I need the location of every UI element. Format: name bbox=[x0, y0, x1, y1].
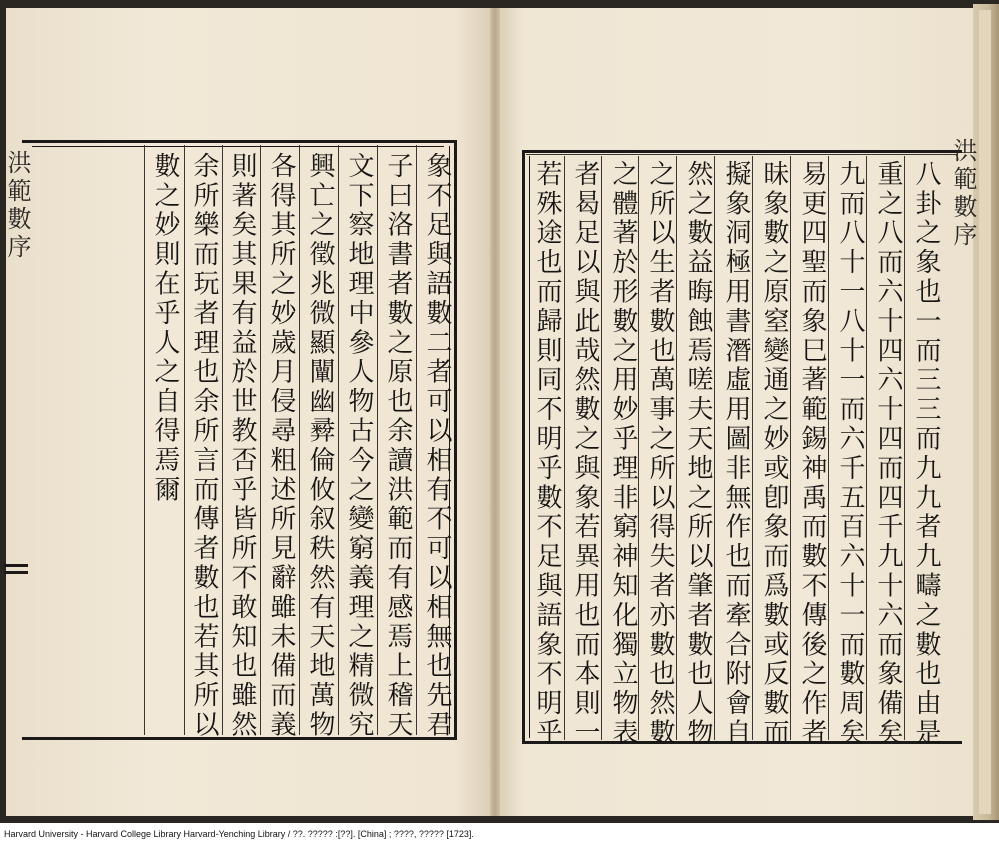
text-column: 各得其所之妙歲月侵尋粗述所見辭雖未備而義 bbox=[266, 152, 296, 740]
page-number-mark bbox=[4, 560, 28, 580]
text-column: 之體著於形數之用妙乎理非窮神知化獨立物表 bbox=[608, 160, 638, 748]
text-column: 之所以生者數也萬事之所以得失者亦數也然數 bbox=[645, 160, 675, 748]
column-rule bbox=[299, 145, 300, 735]
text-column: 余所樂而玩者理也余所言而傳者數也若其所以 bbox=[189, 152, 219, 740]
column-rule bbox=[676, 156, 677, 740]
text-column: 文下察地理中參人物古今之變窮義理之精微究 bbox=[344, 152, 374, 740]
column-rule bbox=[260, 145, 261, 735]
column-rule bbox=[338, 145, 339, 735]
text-column: 者曷足以與此哉然數之與象若異用也而本則一 bbox=[570, 160, 600, 748]
book-fold bbox=[490, 8, 500, 816]
text-column: 九而八十一八十一而六千五百六十一而數周矣 bbox=[835, 160, 865, 748]
left-margin-title: 洪範數序 bbox=[3, 150, 31, 262]
page-edge bbox=[973, 4, 999, 820]
column-rule bbox=[752, 156, 753, 740]
text-column: 興亡之徵兆微顯闡幽彛倫攸叙秩然有天地萬物 bbox=[305, 152, 335, 740]
text-column: 數之妙則在乎人之自得焉爾 bbox=[150, 152, 180, 505]
column-rule bbox=[184, 145, 185, 735]
column-rule bbox=[790, 156, 791, 740]
text-column: 象不足與語數二者可以相有不可以相無也先君 bbox=[422, 152, 452, 740]
column-rule bbox=[564, 156, 565, 740]
column-rule bbox=[416, 145, 417, 735]
right-margin-title: 洪範數序 bbox=[949, 138, 977, 250]
text-column: 昧象數之原窒變通之妙或卽象而爲數或反數而 bbox=[759, 160, 789, 748]
column-rule bbox=[377, 145, 378, 735]
text-column: 擬象洞極用書潛虛用圖非無作也而牽合附會自 bbox=[721, 160, 751, 748]
column-rule bbox=[222, 145, 223, 735]
column-rule bbox=[601, 156, 602, 740]
top-rule bbox=[526, 154, 958, 155]
text-column: 八卦之象也一而三三而九九者九疇之數也由是 bbox=[911, 160, 941, 748]
text-column: 然之數益晦蝕焉嗟夫天地之所以肇者數也人物 bbox=[683, 160, 713, 748]
text-column: 易更四聖而象巳著範錫神禹而數不傳後之作者 bbox=[797, 160, 827, 748]
text-column: 子曰洛書者數之原也余讀洪範而有感焉上稽天 bbox=[383, 152, 413, 740]
column-rule bbox=[866, 156, 867, 740]
column-rule bbox=[714, 156, 715, 740]
column-rule bbox=[828, 156, 829, 740]
image-caption: Harvard University - Harvard College Library Harvard-Yenching Library / ??. ????? :[??]. [China] ; ????, ????? [1723]. bbox=[4, 829, 474, 839]
column-rule bbox=[904, 156, 905, 740]
column-rule bbox=[144, 145, 145, 735]
text-column: 若殊途也而歸則同不明乎數不足與語象不明乎 bbox=[532, 160, 562, 748]
text-column: 重之八而六十四六十四而四千九十六而象備矣 bbox=[873, 160, 903, 748]
text-column: 則著矣其果有益於世教否乎皆所不敢知也雖然 bbox=[227, 152, 257, 740]
